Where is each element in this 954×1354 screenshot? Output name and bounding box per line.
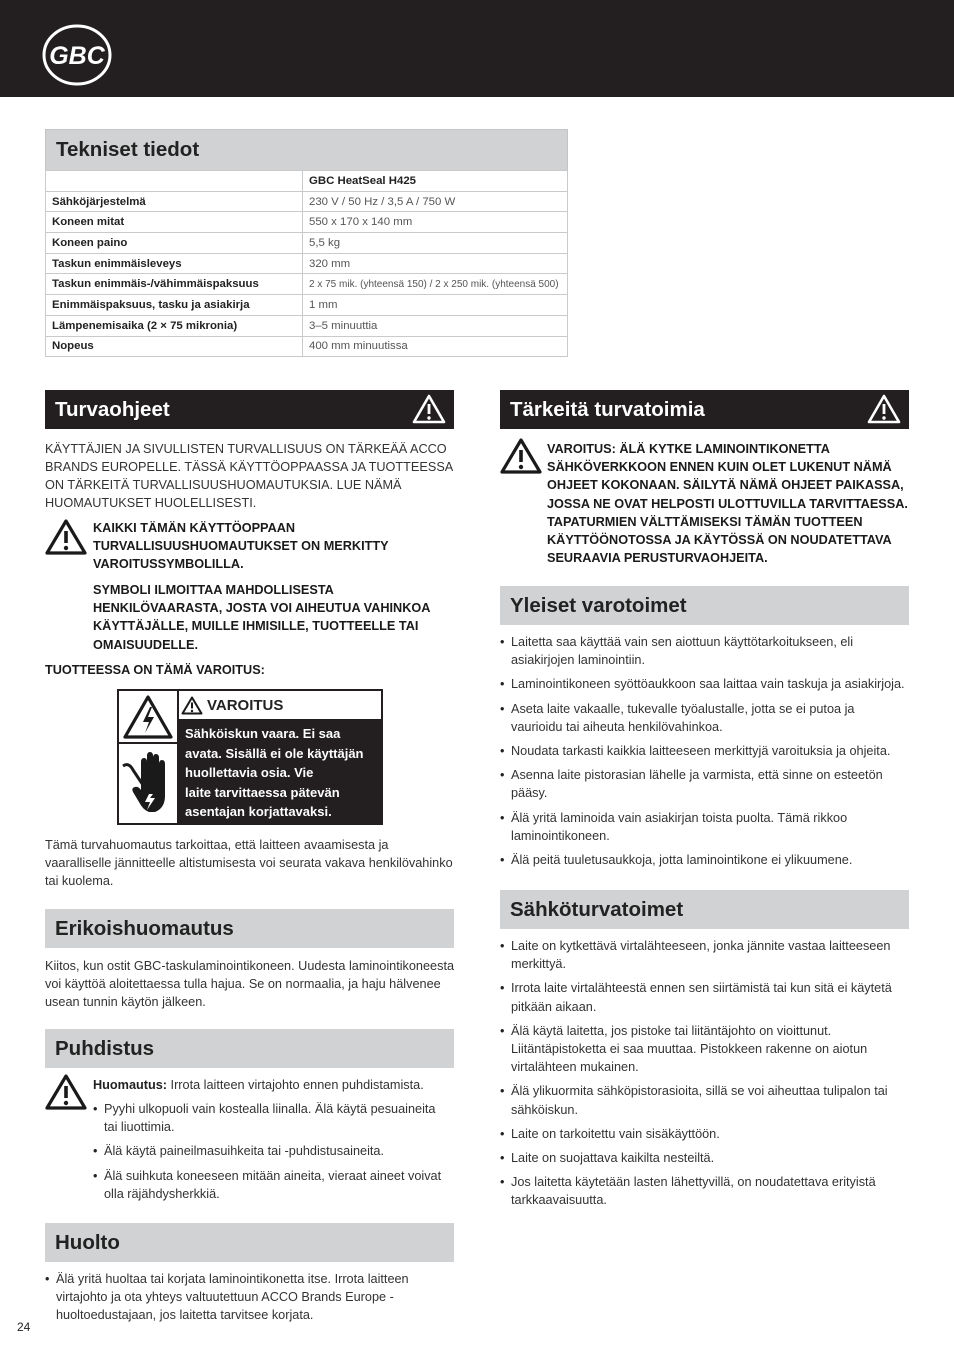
table-row [46, 171, 568, 192]
warning-icon [412, 394, 446, 430]
warning-box-text: Sähköiskun vaara. Ei saa avata. Sisällä ei ole käyttäjän huollettavia osia. Vie laite tarvittaessa pätevän asentajan korjattavaksi. [179, 719, 381, 823]
safety-intro: KÄYTTÄJIEN JA SIVULLISTEN TURVALLISUUS ON TÄRKEÄÄ ACCO BRANDS EUROPELLE. TÄSSÄ KÄYTTÖOPPAASSA JA TUOTTEESSA ON TÄRKEITÄ TURVALLISUUSHUOMAUTUKSIA. LUE NÄMÄ HUOMAUTUKSET HUOLELLISESTI. [45, 442, 453, 511]
list-item: • Älä käytä laitetta, jos pistoke tai liitäntäjohto on vioittunut. Liitäntäpistoketta ei saa muuttaa. Pistokkeen rakenne on aiotun virtalähteen mukainen. [500, 1022, 900, 1077]
list-item: • Älä peitä tuuletusaukkoja, jotta laminointikone ei ylikuumene. [500, 851, 908, 869]
table-row: Enimmäispaksuus, tasku ja asiakirja 1 mm [46, 295, 568, 316]
warning-icon [181, 696, 203, 715]
important-warning-text: VAROITUS: ÄLÄ KYTKE LAMINOINTIKONETTA SÄHKÖVERKKOON ENNEN KUIN OLET LUKENUT NÄMÄ OHJEET KOKONAAN. SÄILYTÄ NÄMÄ OHJEET PAIKASSA, JOSSA NE OVAT HELPOSTI ULOTTUVILLA TARVITTAESSA. TAPATURMIEN VÄLTTÄMISEKSI TÄMÄN TUOTTEEN KÄYTTÖÖNOTOSSA JA KÄYTÖSSÄ ON NOUDATETTAVA SEURAAVIA PERUSTURVAOHJEITA. [547, 442, 908, 566]
tech-specs-table [45, 170, 568, 357]
list-item: • Asenna laite pistorasian lähelle ja varmista, että sinne on esteetön pääsy. [500, 766, 908, 802]
list-item: • Älä ylikuormita sähköpistorasioita, sillä se voi aiheuttaa tulipalon tai sähköiskun. [500, 1082, 900, 1118]
warning-explanation: Tämä turvahuomautus tarkoittaa, että laitteen avaamisesta ja vaaralliselle jännitteelle altistumisesta voi seurata vakava henkilövahinko tai kuolema. [45, 838, 453, 889]
warning-box-title: VAROITUS [181, 691, 381, 719]
warning-icon [45, 1074, 87, 1115]
list-item: • Älä käytä paineilmasuihkeita tai -puhdistusaineita. [93, 1142, 443, 1160]
maintenance-list [45, 1270, 415, 1325]
gbc-logo [42, 24, 112, 84]
model-header: GBC HeatSeal H425 [303, 171, 568, 192]
special-note-text: Kiitos, kun ostit GBC-taskulaminointikoneen. Uudesta laminointikoneesta voi käyttöä aloitettaessa tulla hajua. Se on normaalia, ja haju hälvenee usean tunnin käytön jälkeen. [45, 959, 455, 1010]
special-note-heading: Erikoishuomautus [45, 909, 454, 948]
list-item: • Älä yritä huoltaa tai korjata laminointikonetta itse. Irrota laitteen virtajohto ja ota yhteys valtuutettuun ACCO Brands Europe -huoltoedustajaan, jos laitetta tarvitsee korjata. [45, 1270, 415, 1325]
list-item: • Laite on suojattava kaikilta nesteiltä. [500, 1149, 900, 1167]
tech-specs-section [45, 129, 568, 357]
table-row: Taskun enimmäis-/vähimmäispaksuus 2 x 75 mik. (yhteensä 150) / 2 x 250 mik. (yhteensä 500) [46, 274, 568, 295]
list-item: • Laite on tarkoitettu vain sisäkäyttöön. [500, 1125, 900, 1143]
warning-icon [45, 519, 87, 560]
product-warning-label: TUOTTEESSA ON TÄMÄ VAROITUS: [45, 663, 265, 677]
general-precautions-list [500, 633, 908, 869]
safety-symbol-note: KAIKKI TÄMÄN KÄYTTÖOPPAAN TURVALLISUUSHUOMAUTUKSET ON MERKITTY VAROITUSSYMBOLILLA. [93, 521, 389, 572]
list-item: • Pyyhi ulkopuoli vain kostealla liinalla. Älä käytä pesuaineita tai liuottimia. [93, 1100, 443, 1136]
electrical-safety-heading: Sähköturvatoimet [500, 890, 909, 929]
list-item: • Irrota laite virtalähteestä ennen sen siirtämistä tai kun sitä ei käytetä pitkään aikaan. [500, 979, 900, 1015]
list-item: • Laitetta saa käyttää vain sen aiottuun käyttötarkoitukseen, eli asiakirjojen laminointiin. [500, 633, 908, 669]
table-row: Koneen mitat 550 x 170 x 140 mm [46, 212, 568, 233]
maintenance-heading: Huolto [45, 1223, 454, 1262]
table-row: Koneen paino 5,5 kg [46, 233, 568, 254]
list-item: • Laite on kytkettävä virtalähteeseen, jonka jännite vastaa laitteeseen merkittyä. [500, 937, 900, 973]
warning-icon [867, 394, 901, 430]
warning-icon [500, 438, 542, 479]
cleaning-list [93, 1100, 443, 1203]
page-number: 24 [17, 1320, 31, 1334]
electric-shock-icon [119, 691, 179, 744]
list-item: • Aseta laite vakaalle, tukevalle työalustalle, jotta se ei putoa ja vaurioidu tai aiheuta henkilövahinkoa. [500, 700, 908, 736]
cleaning-note: Huomautus: Irrota laitteen virtajohto ennen puhdistamista. [93, 1078, 424, 1092]
table-row: Taskun enimmäisleveys 320 mm [46, 253, 568, 274]
safety-instructions-heading: Turvaohjeet [45, 390, 454, 429]
hand-shock-icon [119, 744, 179, 823]
important-safeguards-heading: Tärkeitä turvatoimia [500, 390, 909, 429]
cleaning-heading: Puhdistus [45, 1029, 454, 1068]
list-item: • Noudata tarkasti kaikkia laitteeseen merkittyjä varoituksia ja ohjeita. [500, 742, 908, 760]
table-row: Nopeus 400 mm minuutissa [46, 336, 568, 357]
tech-specs-title: Tekniset tiedot [45, 129, 568, 170]
list-item: • Älä yritä laminoida vain asiakirjan toista puolta. Tämä rikkoo laminointikoneen. [500, 809, 908, 845]
general-precautions-heading: Yleiset varotoimet [500, 586, 909, 625]
list-item: • Laminointikoneen syöttöaukkoon saa laittaa vain taskuja ja asiakirjoja. [500, 675, 908, 693]
list-item: • Jos laitetta käytetään lasten lähettyvillä, on noudatettava erityistä tarkkaavaisuutta. [500, 1173, 900, 1209]
product-warning-box [117, 689, 383, 825]
electrical-safety-list [500, 937, 900, 1210]
table-row: Sähköjärjestelmä 230 V / 50 Hz / 3,5 A / 750 W [46, 191, 568, 212]
table-row: Lämpenemisaika (2 × 75 mikronia) 3–5 minuuttia [46, 315, 568, 336]
safety-symbol-meaning: SYMBOLI ILMOITTAA MAHDOLLISESTA HENKILÖVAARASTA, JOSTA VOI AIHEUTUA VAHINKOA KÄYTTÄJÄLLE, MUILLE IHMISILLE, TUOTTEELLE TAI OMAISUUDELLE. [93, 583, 430, 652]
header-bar [0, 0, 954, 97]
list-item: • Älä suihkuta koneeseen mitään aineita, vieraat aineet voivat olla räjähdysherkkiä. [93, 1167, 443, 1203]
svg-text:GBC: GBC [49, 42, 105, 70]
